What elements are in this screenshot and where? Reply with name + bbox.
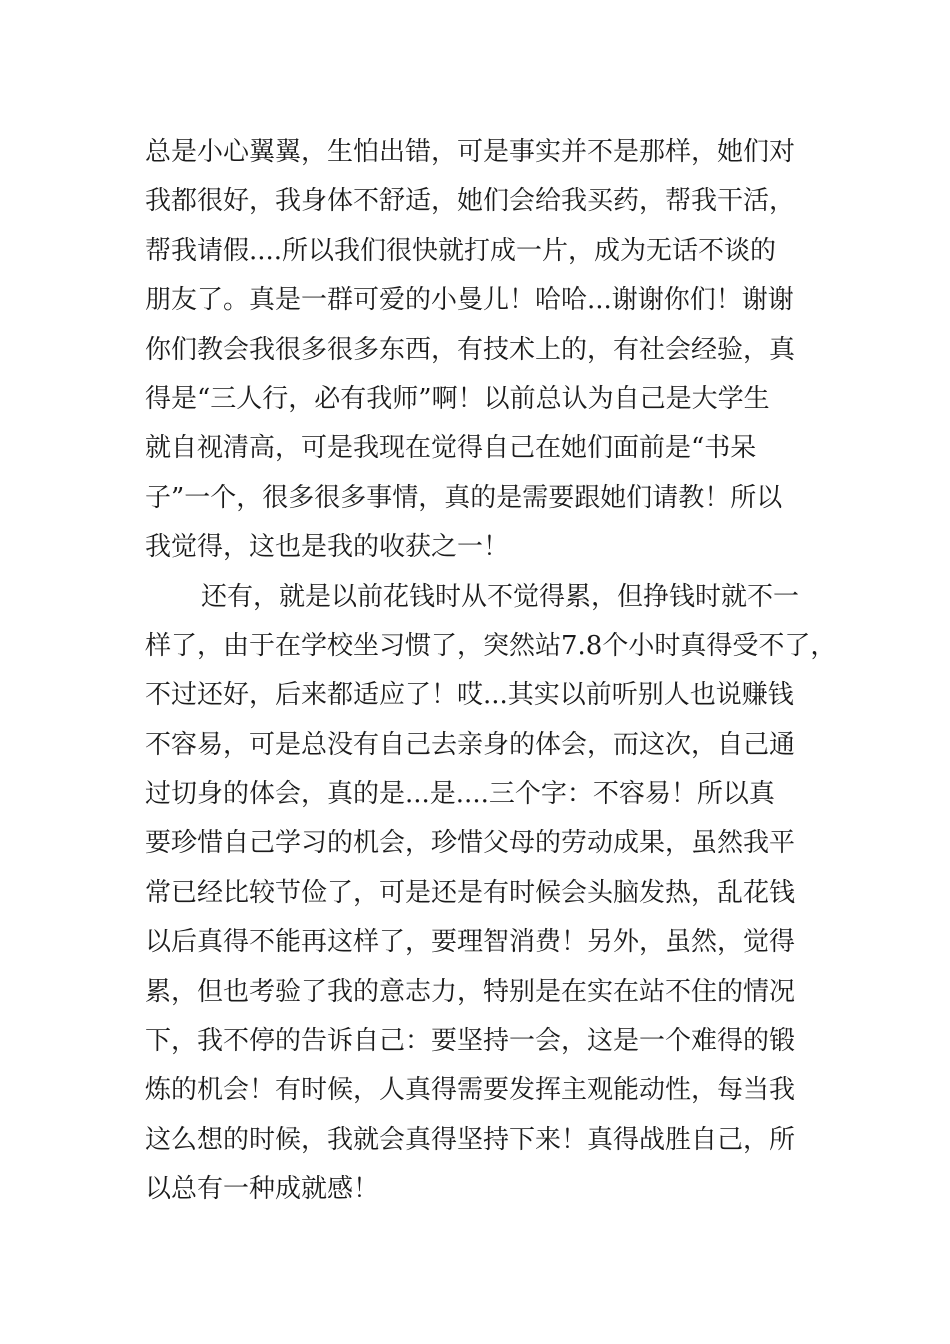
text-line: 帮我请假....所以我们很快就打成一片，成为无话不谈的 [145, 235, 777, 266]
text-line: 子”一个，很多很多事情，真的是需要跟她们请教！所以 [145, 482, 783, 513]
text-line: 得是“三人行，必有我师”啊！以前总认为自己是大学生 [145, 383, 770, 414]
text-line: 朋友了。真是一群可爱的小曼儿！哈哈...谢谢你们！谢谢 [145, 285, 794, 316]
text-line: 总是小心翼翼，生怕出错，可是事实并不是那样，她们对 [145, 137, 796, 167]
text-line: 累，但也考验了我的意志力，特别是在实在站不住的情况 [145, 976, 796, 1007]
text-line: 下，我不停的告诉自己：要坚持一会，这是一个难得的锻 [145, 1026, 796, 1057]
body-text [145, 128, 835, 1215]
paragraph [145, 128, 835, 573]
text-line: 就自视清高，可是我现在觉得自己在她们面前是“书呆 [145, 433, 757, 464]
paragraph [145, 573, 835, 1215]
text-line: 常已经比较节俭了，可是还是有时候会头脑发热，乱花钱 [145, 877, 796, 908]
text-line: 你们教会我很多很多东西，有技术上的，有社会经验，真 [145, 334, 796, 365]
text-line: 要珍惜自己学习的机会，珍惜父母的劳动成果，虽然我平 [145, 828, 796, 859]
text-line: 不过还好，后来都适应了！哎...其实以前听别人也说赚钱 [145, 680, 794, 711]
text-line: 还有，就是以前花钱时从不觉得累，但挣钱时就不一 [201, 581, 800, 612]
text-line: 样了，由于在学校坐习惯了，突然站7.8个小时真得受不了， [145, 630, 837, 661]
text-line: 过切身的体会，真的是...是....三个字：不容易！所以真 [145, 779, 775, 810]
text-line: 这么想的时候，我就会真得坚持下来！真得战胜自己，所 [145, 1124, 796, 1155]
text-line: 以后真得不能再这样了，要理智消费！另外，虽然，觉得 [145, 927, 796, 958]
text-line: 炼的机会！有时候，人真得需要发挥主观能动性，每当我 [145, 1075, 796, 1106]
text-line: 不容易，可是总没有自己去亲身的体会，而这次，自己通 [145, 729, 796, 760]
text-line: 以总有一种成就感！ [145, 1174, 380, 1205]
text-line: 我觉得，这也是我的收获之一！ [145, 532, 510, 563]
text-line: 我都很好，我身体不舒适，她们会给我买药，帮我干活， [145, 186, 796, 217]
